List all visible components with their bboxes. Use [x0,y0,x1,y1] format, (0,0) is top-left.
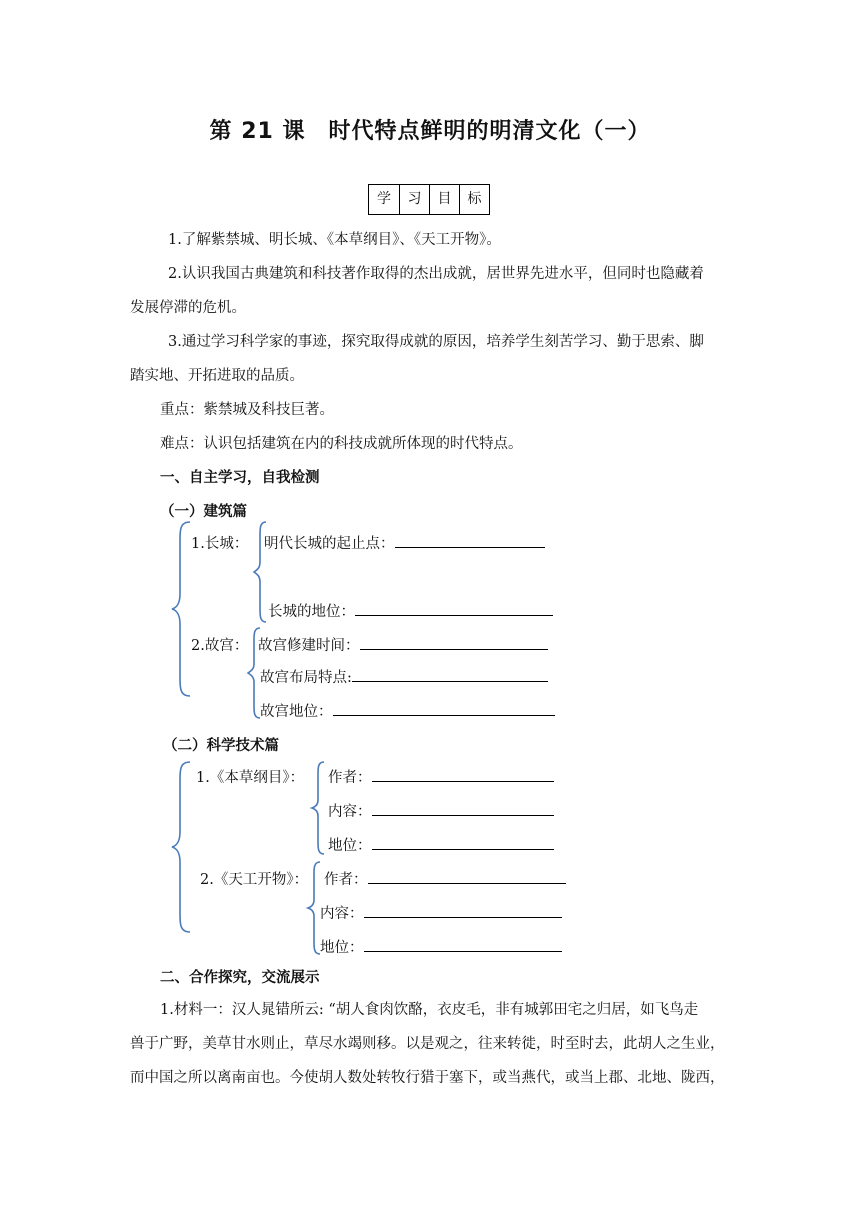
bencao-brace-icon [312,760,326,856]
goal-char: 标 [459,185,489,214]
fill-in-field[interactable] [328,834,554,855]
architecture-heading: （一）建筑篇 [160,504,247,520]
blank-line[interactable] [372,767,554,782]
outer-brace-icon [172,760,192,934]
objective-3: 3.通过学习科学家的事迹，探究取得成就的原因，培养学生刻苦学习、勤于思索、脚 [168,334,704,350]
fill-in-field[interactable] [260,666,548,687]
field-label: 故宫修建时间： [258,638,360,654]
objective-2-cont: 发展停滞的危机。 [130,300,246,316]
blank-line[interactable] [355,601,553,616]
field-label: 作者： [328,770,372,786]
fill-in-field[interactable] [268,600,553,621]
difficult-point: 难点：认识包括建筑在内的科技成就所体现的时代特点。 [160,436,523,452]
fill-in-field[interactable] [264,532,545,553]
field-label: 地位： [328,838,372,854]
learning-goals-box [368,184,490,215]
key-point: 重点：紫禁城及科技巨著。 [160,402,334,418]
field-label: 故宫地位： [260,704,333,720]
great-wall-label: 1.长城： [191,536,249,552]
objective-2: 2.认识我国古典建筑和科技著作取得的杰出成就，居世界先进水平，但同时也隐藏着 [168,266,704,282]
field-label: 作者： [324,872,368,888]
science-heading: （二）科学技术篇 [163,738,279,754]
goal-char: 目 [429,185,459,214]
objective-1: 1.了解紫禁城、明长城、《本草纲目》、《天工开物》。 [168,232,501,248]
fill-in-field[interactable] [258,634,548,655]
blank-line[interactable] [372,835,554,850]
field-label: 内容： [328,804,372,820]
section1-heading: 一、自主学习，自我检测 [160,470,320,486]
fill-in-field[interactable] [320,936,562,957]
blank-line[interactable] [364,903,562,918]
field-label: 内容： [320,906,364,922]
field-label: 明代长城的起止点： [264,536,395,552]
objective-3-cont: 踏实地、开拓进取的品质。 [130,368,304,384]
fill-in-field[interactable] [328,766,554,787]
outer-brace-icon [172,520,192,698]
fill-in-field[interactable] [320,902,562,923]
blank-line[interactable] [368,869,566,884]
blank-line[interactable] [395,533,545,548]
blank-line[interactable] [333,701,555,716]
lesson-title: 第 21 课 时代特点鲜明的明清文化（一） [209,119,651,144]
blank-line[interactable] [352,667,548,682]
fill-in-field[interactable] [260,700,555,721]
blank-line[interactable] [364,937,562,952]
tiangong-label: 2.《天工开物》： [200,872,309,888]
material-line: 1.材料一：汉人晁错所云: “胡人食肉饮酪，衣皮毛，非有城郭田宅之归居，如飞鸟走 [160,1002,699,1018]
fill-in-field[interactable] [324,868,566,889]
blank-line[interactable] [360,635,548,650]
field-label: 地位： [320,940,364,956]
field-label: 长城的地位： [268,604,355,620]
material-line: 兽于广野，美草甘水则止，草尽水竭则移。以是观之，往来转徙，时至时去，此胡人之生业， [130,1036,725,1052]
goal-char: 习 [399,185,429,214]
section2-heading: 二、合作探究，交流展示 [160,970,320,986]
goal-char: 学 [377,191,391,207]
fill-in-field[interactable] [328,800,554,821]
material-line: 而中国之所以离南亩也。今使胡人数处转牧行猎于塞下，或当燕代，或当上郡、北地、陇西， [130,1070,725,1086]
blank-line[interactable] [372,801,554,816]
field-label: 故宫布局特点: [260,670,352,686]
forbidden-city-label: 2.故宫： [191,638,249,654]
bencao-label: 1.《本草纲目》： [196,770,305,786]
